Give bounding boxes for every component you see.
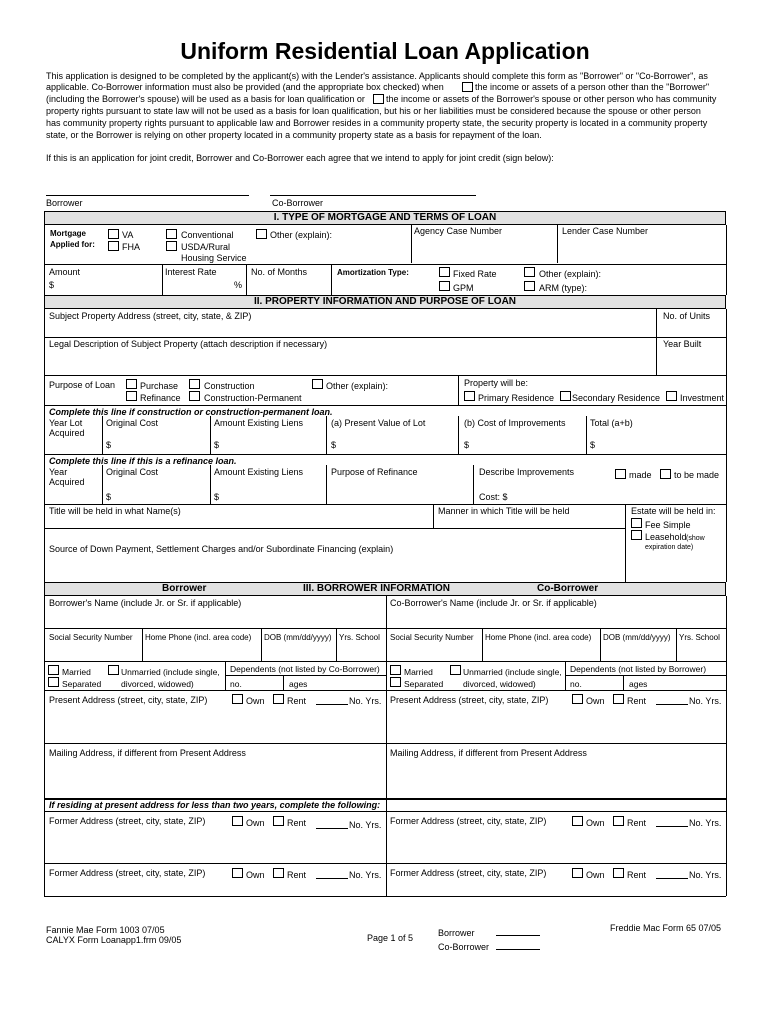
- usda-label: USDA/Rural: [181, 242, 231, 252]
- purpose-other-label: Other (explain):: [326, 381, 389, 391]
- intro-line-2b: the income or assets of a person other than the "Borrower": [475, 82, 710, 92]
- interest-percent[interactable]: %: [234, 280, 243, 290]
- b-dependents-no[interactable]: no.: [230, 679, 242, 689]
- investment-label: Investment: [680, 393, 725, 403]
- amount-dollar[interactable]: $: [49, 280, 55, 290]
- c-present-own-checkbox[interactable]: [572, 694, 583, 704]
- b-unmarried-checkbox[interactable]: [108, 665, 119, 675]
- units-label: No. of Units: [663, 311, 711, 321]
- b-dependents-ages[interactable]: ages: [289, 679, 308, 689]
- subject-address-label: Subject Property Address (street, city, state, & ZIP): [49, 311, 252, 321]
- va-checkbox[interactable]: [108, 229, 119, 239]
- refinance-note: Complete this line if this is a refinance loan.: [49, 456, 237, 466]
- intro-line-1: This application is designed to be completed by the applicant(s) with the Lender's assistance. Applicants should complete this form as "Borrower" or "Co-Borrower", as: [46, 71, 708, 81]
- amort-other-checkbox[interactable]: [524, 267, 535, 277]
- purpose-other-checkbox[interactable]: [312, 379, 323, 389]
- c-former2-own-label: Own: [586, 870, 605, 880]
- b-married-label: Married: [62, 667, 91, 677]
- property-will-be-label: Property will be:: [464, 378, 529, 388]
- fha-checkbox[interactable]: [108, 241, 119, 251]
- purpose-label: Purpose of Loan: [49, 380, 116, 390]
- coborrower-sig-label: Co-Borrower: [272, 198, 324, 208]
- refinance-label: Refinance: [140, 393, 181, 403]
- section-3-borrower: Borrower: [162, 583, 207, 594]
- borrower-signature-line[interactable]: [46, 195, 249, 196]
- c-yrs-school-label: Yrs. School: [679, 633, 720, 642]
- year-acquired-label: Acquired: [49, 477, 85, 487]
- purpose-refinance-label: Purpose of Refinance: [331, 467, 418, 477]
- coborrower-name-label: Co-Borrower's Name (include Jr. or Sr. if applicable): [390, 598, 597, 608]
- b-present-address-label: Present Address (street, city, state, ZIP): [49, 695, 208, 705]
- cost-label[interactable]: Cost: $: [479, 492, 508, 502]
- existing-liens-dollar[interactable]: $: [214, 440, 220, 450]
- c-former-address-2-label: Former Address (street, city, state, ZIP): [390, 868, 547, 878]
- amort-other-label: Other (explain):: [539, 269, 602, 279]
- two-years-note: If residing at present address for less than two years, complete the following:: [49, 800, 381, 810]
- year-label: Year: [49, 467, 68, 477]
- b-former-address-1-label: Former Address (street, city, state, ZIP): [49, 816, 206, 826]
- c-former1-rent-label: Rent: [627, 818, 647, 828]
- footer-borrower-initials[interactable]: [496, 935, 540, 936]
- joint-credit-text: If this is an application for joint credit, Borrower and Co-Borrower each agree that we intend to apply for joint credit (sign below):: [46, 153, 554, 163]
- borrower-name-label: Borrower's Name (include Jr. or Sr. if applicable): [49, 598, 242, 608]
- section-3-coborrower: Co-Borrower: [537, 583, 599, 594]
- c-married-checkbox[interactable]: [390, 665, 401, 675]
- existing-liens-label: Amount Existing Liens: [214, 418, 304, 428]
- refi-original-cost-label: Original Cost: [106, 467, 159, 477]
- arm-checkbox[interactable]: [524, 281, 535, 291]
- b-dob-label: DOB (mm/dd/yyyy): [264, 633, 332, 642]
- total-label: Total (a+b): [590, 418, 633, 428]
- fixed-rate-checkbox[interactable]: [439, 267, 450, 277]
- fee-simple-checkbox[interactable]: [631, 518, 642, 528]
- leasehold-label: Leasehold: [645, 532, 687, 542]
- primary-residence-label: Primary Residence: [478, 393, 555, 403]
- b-divorced-label: divorced, widowed): [121, 679, 194, 689]
- b-present-own-label: Own: [246, 696, 265, 706]
- mortgage-other-label: Other (explain):: [270, 230, 333, 240]
- coborrower-signature-line[interactable]: [270, 195, 476, 196]
- c-separated-checkbox[interactable]: [390, 677, 401, 687]
- coborrower-checkbox-1[interactable]: [462, 82, 473, 92]
- construction-checkbox[interactable]: [189, 379, 200, 389]
- original-cost-label: Original Cost: [106, 418, 159, 428]
- refinance-checkbox[interactable]: [126, 391, 137, 401]
- b-former1-own-label: Own: [246, 818, 265, 828]
- to-be-made-checkbox[interactable]: [660, 469, 671, 479]
- purchase-label: Purchase: [140, 381, 179, 391]
- original-cost-dollar[interactable]: $: [106, 440, 112, 450]
- c-dependents-ages[interactable]: ages: [629, 679, 648, 689]
- construction-perm-checkbox[interactable]: [189, 391, 200, 401]
- b-married-checkbox[interactable]: [48, 665, 59, 675]
- c-dependents-no[interactable]: no.: [570, 679, 582, 689]
- purchase-checkbox[interactable]: [126, 379, 137, 389]
- manner-title-label: Manner in which Title will be held: [438, 506, 570, 516]
- va-label: VA: [122, 230, 134, 240]
- construction-note: Complete this line if construction or construction-permanent loan.: [49, 407, 333, 417]
- footer-coborrower-initials[interactable]: [496, 949, 540, 950]
- b-home-phone-label: Home Phone (incl. area code): [145, 633, 252, 642]
- leasehold-checkbox[interactable]: [631, 530, 642, 540]
- b-former2-own-label: Own: [246, 870, 265, 880]
- b-former2-own-checkbox[interactable]: [232, 868, 243, 878]
- intro-line-2a: applicable. Co-Borrower information must also be provided (and the appropriate box checked) when: [46, 82, 444, 92]
- year-lot-label: Year Lot: [49, 418, 83, 428]
- applied-for-label: Applied for:: [50, 240, 95, 249]
- c-present-rent-checkbox[interactable]: [613, 694, 624, 704]
- b-dependents-label: Dependents (not listed by Co-Borrower): [230, 664, 380, 674]
- conventional-label: Conventional: [181, 230, 234, 240]
- b-present-rent-label: Rent: [287, 696, 307, 706]
- primary-residence-checkbox[interactable]: [464, 391, 475, 401]
- c-present-address-label: Present Address (street, city, state, ZIP): [390, 695, 549, 705]
- source-down-payment-label: Source of Down Payment, Settlement Charges and/or Subordinate Financing (explain): [49, 544, 394, 554]
- legal-description-label: Legal Description of Subject Property (attach description if necessary): [49, 339, 328, 349]
- year-lot-acquired-label: Acquired: [49, 428, 85, 438]
- agency-case-label: Agency Case Number: [414, 226, 503, 236]
- c-former1-own-label: Own: [586, 818, 605, 828]
- c-married-label: Married: [404, 667, 433, 677]
- intro-line-5: has community property rights pursuant to applicable law and Borrower resides in a community property state, the security property is located in a community property: [46, 118, 708, 128]
- investment-checkbox[interactable]: [666, 391, 677, 401]
- b-separated-checkbox[interactable]: [48, 677, 59, 687]
- page-number: Page 1 of 5: [367, 933, 414, 943]
- calyx-form: CALYX Form Loanapp1.frm 09/05: [46, 935, 182, 945]
- fixed-rate-label: Fixed Rate: [453, 269, 497, 279]
- coborrower-checkbox-2[interactable]: [373, 94, 384, 104]
- c-dob-label: DOB (mm/dd/yyyy): [603, 633, 671, 642]
- b-former1-own-checkbox[interactable]: [232, 816, 243, 826]
- secondary-residence-label: Secondary Residence: [572, 393, 661, 403]
- c-home-phone-label: Home Phone (incl. area code): [485, 633, 592, 642]
- section-1-header: I. TYPE OF MORTGAGE AND TERMS OF LOAN: [44, 211, 726, 225]
- c-present-years-label: No. Yrs.: [689, 696, 722, 706]
- title-names-label: Title will be held in what Name(s): [49, 506, 181, 516]
- present-value-dollar[interactable]: $: [331, 440, 337, 450]
- b-former1-rent-checkbox[interactable]: [273, 816, 284, 826]
- refi-existing-liens-label: Amount Existing Liens: [214, 467, 304, 477]
- intro-line-3b: the income or assets of the Borrower's spouse or other person who has community: [386, 94, 717, 104]
- b-mailing-label: Mailing Address, if different from Present Address: [49, 748, 246, 758]
- mortgage-label: Mortgage: [50, 229, 86, 238]
- refi-existing-liens-dollar[interactable]: $: [214, 492, 220, 502]
- fannie-mae-form: Fannie Mae Form 1003 07/05: [46, 925, 165, 935]
- fee-simple-label: Fee Simple: [645, 520, 691, 530]
- c-former1-rent-checkbox[interactable]: [613, 816, 624, 826]
- describe-improvements-label: Describe Improvements: [479, 467, 575, 477]
- b-present-rent-checkbox[interactable]: [273, 694, 284, 704]
- footer-coborrower-label: Co-Borrower: [438, 942, 490, 952]
- b-former2-rent-label: Rent: [287, 870, 307, 880]
- amortization-label: Amortization Type:: [337, 268, 409, 277]
- intro-line-4: property rights pursuant to state law will not be used as a basis for loan qualification, but his or her liabilities must be considered because the spouse or other person: [46, 106, 701, 116]
- intro-line-3a: (including the Borrower's spouse) will be used as a basis for loan qualification or: [46, 94, 365, 104]
- construction-perm-label: Construction-Permanent: [204, 393, 302, 403]
- c-former2-own-checkbox[interactable]: [572, 868, 583, 878]
- c-former2-years-label: No. Yrs.: [689, 870, 722, 880]
- c-present-own-label: Own: [586, 696, 605, 706]
- total-dollar[interactable]: $: [590, 440, 596, 450]
- arm-label: ARM (type):: [539, 283, 588, 293]
- to-be-made-label: to be made: [674, 470, 720, 480]
- leasehold-show: (show: [686, 535, 705, 542]
- b-former1-years-label: No. Yrs.: [349, 820, 382, 830]
- c-divorced-label: divorced, widowed): [463, 679, 536, 689]
- c-present-rent-label: Rent: [627, 696, 647, 706]
- b-present-own-checkbox[interactable]: [232, 694, 243, 704]
- made-checkbox[interactable]: [615, 469, 626, 479]
- b-former2-rent-checkbox[interactable]: [273, 868, 284, 878]
- intro-line-6: state, or the Borrower is relying on other property located in a community property state as a basis for repayment of the loan.: [46, 130, 542, 140]
- lender-case-label: Lender Case Number: [562, 226, 649, 236]
- c-ssn-label: Social Security Number: [390, 633, 474, 642]
- c-unmarried-checkbox[interactable]: [450, 665, 461, 675]
- gpm-label: GPM: [453, 283, 474, 293]
- year-built-label: Year Built: [663, 339, 702, 349]
- b-present-years-label: No. Yrs.: [349, 696, 382, 706]
- months-label: No. of Months: [251, 267, 308, 277]
- fha-label: FHA: [122, 242, 140, 252]
- interest-rate-label: Interest Rate: [165, 267, 217, 277]
- form-title: Uniform Residential Loan Application: [180, 38, 590, 64]
- b-former1-rent-label: Rent: [287, 818, 307, 828]
- b-separated-label: Separated: [62, 679, 102, 689]
- b-former2-years-label: No. Yrs.: [349, 870, 382, 880]
- section-2-header: II. PROPERTY INFORMATION AND PURPOSE OF LOAN: [44, 295, 726, 309]
- freddie-mac-form: Freddie Mac Form 65 07/05: [610, 923, 722, 933]
- c-former2-rent-checkbox[interactable]: [613, 868, 624, 878]
- gpm-checkbox[interactable]: [439, 281, 450, 291]
- expiration-date-label: expiration date): [645, 544, 694, 551]
- mortgage-other-checkbox[interactable]: [256, 229, 267, 239]
- c-mailing-label: Mailing Address, if different from Present Address: [390, 748, 587, 758]
- made-label: made: [629, 470, 652, 480]
- c-former-address-1-label: Former Address (street, city, state, ZIP): [390, 816, 547, 826]
- estate-label: Estate will be held in:: [631, 506, 716, 516]
- b-yrs-school-label: Yrs. School: [339, 633, 380, 642]
- construction-label: Construction: [204, 381, 255, 391]
- c-unmarried-label: Unmarried (include single,: [463, 667, 562, 677]
- b-former-address-2-label: Former Address (street, city, state, ZIP): [49, 868, 206, 878]
- c-former2-rent-label: Rent: [627, 870, 647, 880]
- refi-original-cost-dollar[interactable]: $: [106, 492, 112, 502]
- amount-label: Amount: [49, 267, 81, 277]
- borrower-sig-label: Borrower: [46, 198, 83, 208]
- c-former1-own-checkbox[interactable]: [572, 816, 583, 826]
- c-former1-years-label: No. Yrs.: [689, 818, 722, 828]
- cost-improvements-dollar[interactable]: $: [464, 440, 470, 450]
- b-unmarried-label: Unmarried (include single,: [121, 667, 220, 677]
- usda-checkbox[interactable]: [166, 241, 177, 251]
- section-3-header: III. BORROWER INFORMATION: [303, 583, 451, 594]
- conventional-checkbox[interactable]: [166, 229, 177, 239]
- secondary-residence-checkbox[interactable]: [560, 391, 571, 401]
- present-value-label: (a) Present Value of Lot: [331, 418, 426, 428]
- cost-improvements-label: (b) Cost of Improvements: [464, 418, 566, 428]
- footer-borrower-label: Borrower: [438, 928, 475, 938]
- c-separated-label: Separated: [404, 679, 444, 689]
- b-ssn-label: Social Security Number: [49, 633, 133, 642]
- housing-service-label: Housing Service: [181, 253, 247, 263]
- c-dependents-label: Dependents (not listed by Borrower): [570, 664, 707, 674]
